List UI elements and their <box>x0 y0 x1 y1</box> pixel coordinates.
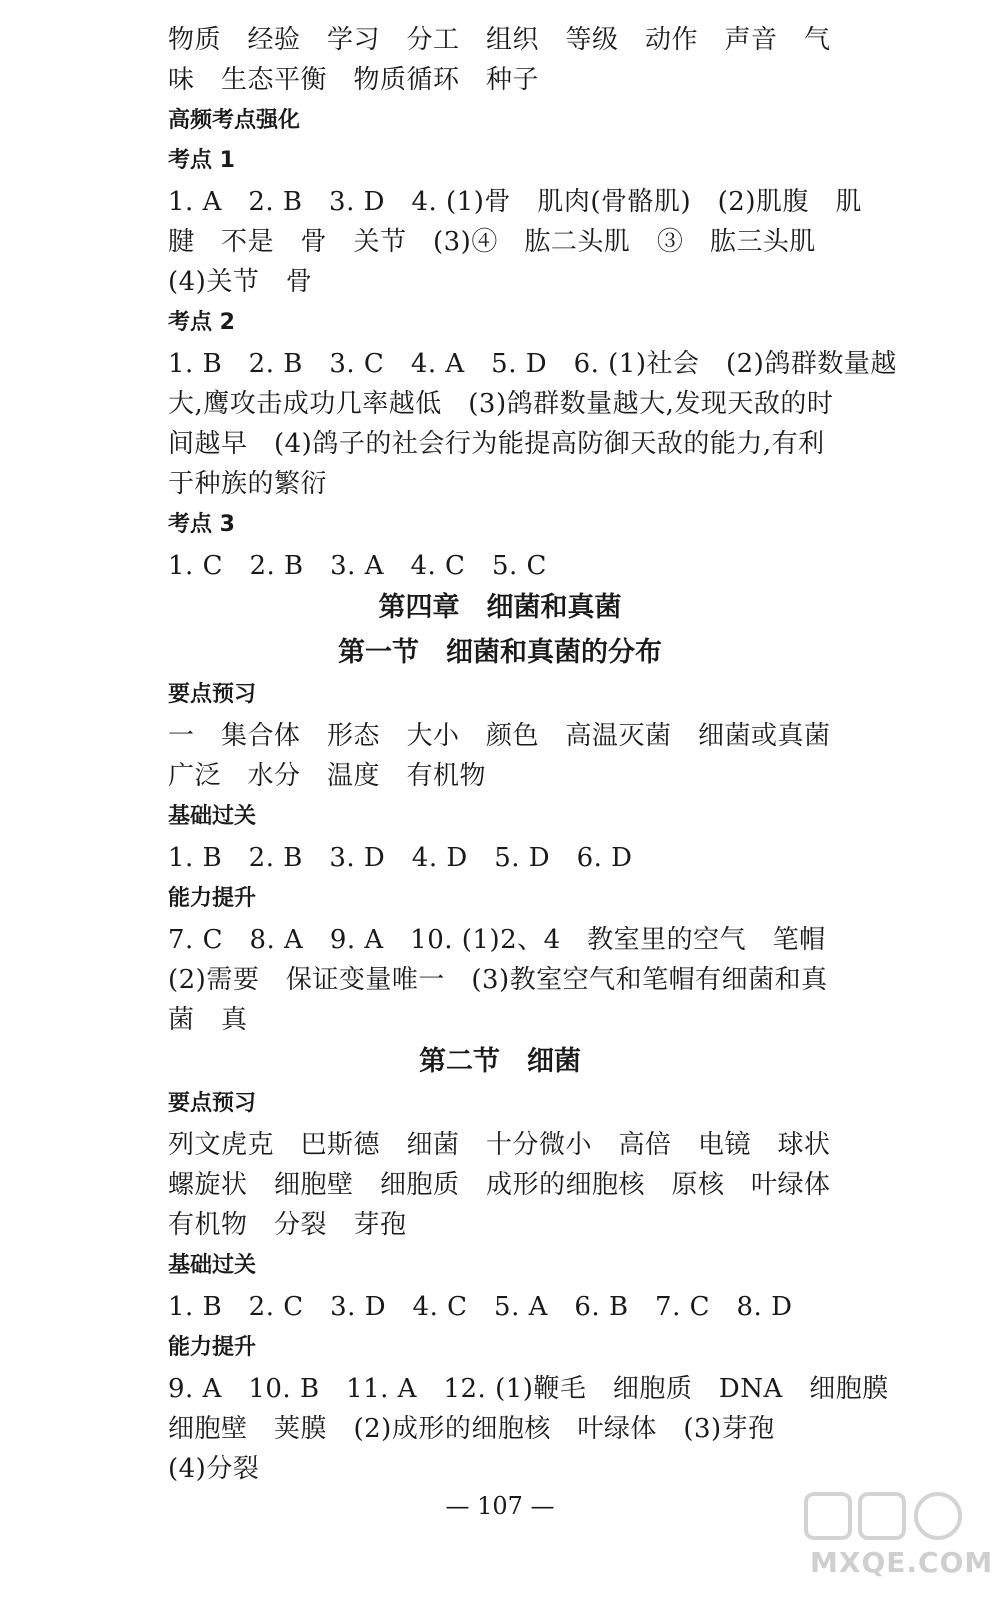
text-line: 1. A 2. B 3. D 4. (1)骨 肌肉(骨骼肌) (2)肌腹 肌 <box>168 187 862 217</box>
text-line: 9. A 10. B 11. A 12. (1)鞭毛 细胞质 DNA 细胞膜 <box>168 1374 889 1404</box>
section-heading: 基础过关 <box>168 1253 257 1278</box>
watermark-text: MXQE.COM <box>810 1546 994 1579</box>
text-line: 物质 经验 学习 分工 组织 等级 动作 声音 气 <box>168 25 831 55</box>
section-title: 第一节 细菌和真菌的分布 <box>338 637 662 668</box>
text-line: 菌 真 <box>168 1005 248 1035</box>
watermark-logo <box>798 1488 994 1596</box>
text-line: (4)分裂 <box>168 1454 260 1484</box>
section-heading: 要点预习 <box>168 1091 257 1116</box>
chapter-title: 第四章 细菌和真菌 <box>378 592 622 623</box>
text-line: 味 生态平衡 物质循环 种子 <box>168 65 540 95</box>
text-line: 1. B 2. B 3. C 4. A 5. D 6. (1)社会 (2)鸽群数量越 <box>168 349 897 379</box>
watermark-icon <box>798 1488 978 1548</box>
text-line: 1. B 2. C 3. D 4. C 5. A 6. B 7. C 8. D <box>168 1292 793 1322</box>
text-line: 于种族的繁衍 <box>168 469 328 499</box>
text-line: 7. C 8. A 9. A 10. (1)2、4 教室里的空气 笔帽 <box>168 925 826 955</box>
text-line: (4)关节 骨 <box>168 267 313 297</box>
section-heading: 能力提升 <box>168 886 257 911</box>
text-line: 细胞壁 荚膜 (2)成形的细胞核 叶绿体 (3)芽孢 <box>168 1414 775 1444</box>
section-heading: 考点 1 <box>168 148 235 173</box>
text-line: (2)需要 保证变量唯一 (3)教室空气和笔帽有细菌和真 <box>168 965 828 995</box>
text-line: 螺旋状 细胞壁 细胞质 成形的细胞核 原核 叶绿体 <box>168 1170 831 1200</box>
section-heading: 考点 2 <box>168 310 235 335</box>
section-heading: 高频考点强化 <box>168 108 301 133</box>
section-heading: 能力提升 <box>168 1335 257 1360</box>
text-line: 一 集合体 形态 大小 颜色 高温灭菌 细菌或真菌 <box>168 721 831 751</box>
text-line: 腱 不是 骨 关节 (3)④ 肱二头肌 ③ 肱三头肌 <box>168 227 816 257</box>
text-line: 有机物 分裂 芽孢 <box>168 1210 407 1240</box>
text-line: 间越早 (4)鸽子的社会行为能提高防御天敌的能力,有利 <box>168 429 825 459</box>
text-line: 广泛 水分 温度 有机物 <box>168 761 487 791</box>
page-number: — 107 — <box>445 1492 555 1520</box>
section-title: 第二节 细菌 <box>419 1046 581 1077</box>
text-line: 列文虎克 巴斯德 细菌 十分微小 高倍 电镜 球状 <box>168 1130 831 1160</box>
text-line: 大,鹰攻击成功几率越低 (3)鸽群数量越大,发现天敌的时 <box>168 389 834 419</box>
text-line: 1. B 2. B 3. D 4. D 5. D 6. D <box>168 843 633 873</box>
section-heading: 要点预习 <box>168 682 257 707</box>
section-heading: 基础过关 <box>168 804 257 829</box>
text-line: 1. C 2. B 3. A 4. C 5. C <box>168 551 547 581</box>
section-heading: 考点 3 <box>168 512 235 537</box>
